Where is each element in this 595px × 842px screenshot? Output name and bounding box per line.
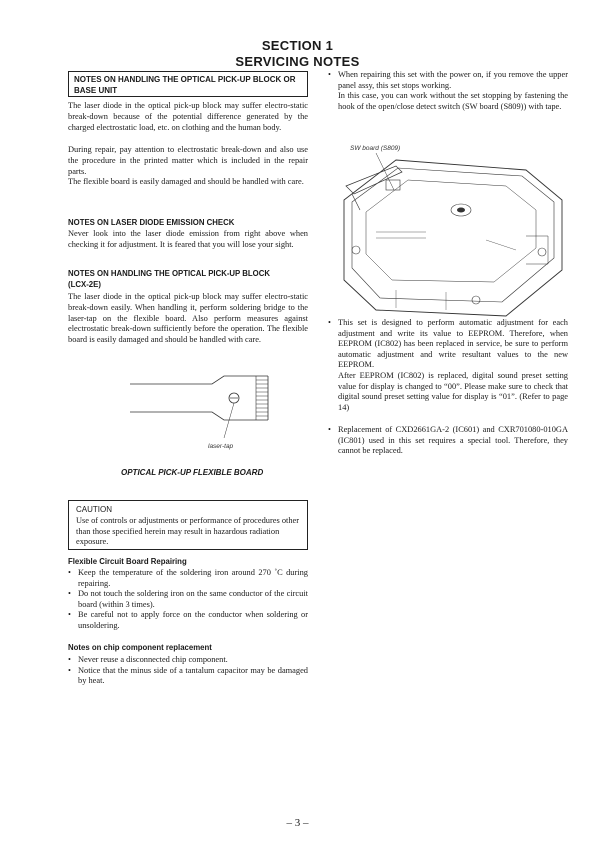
list-item: • Notice that the minus side of a tantalum capacitor may be damaged by heat. [68, 666, 308, 687]
list-item [328, 70, 568, 112]
chip-replacement-list [68, 655, 308, 687]
caution-title: CAUTION [76, 505, 112, 514]
caution-box [68, 500, 308, 550]
eeprom-note [328, 318, 568, 413]
flexible-board-diagram [120, 372, 280, 462]
laser-tap-label: laser-tap [208, 443, 234, 450]
optical-pickup-notes-title-box: NOTES ON HANDLING THE OPTICAL PICK-UP BLOCK OR BASE UNIT [68, 71, 308, 97]
lcx-heading-line2: (LCX-2E) [68, 280, 101, 289]
eeprom-note-b: After EEPROM (IC802) is replaced, digital sound preset setting value for display is changed to “00”. Please make sure to check that digital sound preset setting value for display is “01”. (Refer to page 14) [338, 370, 568, 412]
flexible-board-caption: OPTICAL PICK-UP FLEXIBLE BOARD [121, 468, 264, 477]
special-tool-note [328, 425, 568, 457]
optical-pickup-intro-p3: The flexible board is easily damaged and should be handled with care. [68, 177, 304, 186]
flex-repair-heading: Flexible Circuit Board Repairing [68, 557, 187, 566]
emission-check-heading: NOTES ON LASER DIODE EMISSION CHECK [68, 218, 235, 227]
list-item: • Keep the temperature of the soldering iron around 270 ˚C during repairing. [68, 568, 308, 589]
sw-board-diagram [336, 140, 566, 320]
sw-board-label: SW board (S809) [350, 145, 401, 152]
list-item: • Replacement of CXD2661GA-2 (IC601) and CXR701080-010GA (IC801) used in this set requires a special tool. Therefore, they cannot be replaced. [328, 425, 568, 457]
optical-pickup-intro-p2: During repair, pay attention to electrostatic break-down and also use the procedure in the printed matter which is included in the repair parts. [68, 145, 308, 176]
list-item: • Do not touch the soldering iron on the same conductor of the circuit board (within 3 times). [68, 589, 308, 610]
chip-replacement-heading: Notes on chip component replacement [68, 643, 212, 652]
power-on-note-a: When repairing this set with the power on, if you remove the upper panel assy, this set stops working. [338, 70, 568, 90]
eeprom-note-a: This set is designed to perform automatic adjustment for each adjustment and write its value to EEPROM. Therefore, when EEPROM (IC802) has been replaced in service, be sure to perform automatic adjustment and write resultant values to the new EEPROM. [338, 318, 568, 370]
optical-pickup-intro-p1: The laser diode in the optical pick-up block may suffer electro-static break-down because of the potential difference generated by the charged electrostatic load, etc. on clothing and the human body. [68, 101, 308, 132]
lcx-text: The laser diode in the optical pick-up block may suffer electro-static break-down easily. When handling it, perform soldering bridge to the laser-tap on the flexible board. Also perform measures against electrostatic break-down sufficiently before the operation. The flexible board is easily damaged and should be handled with care. [68, 292, 308, 345]
list-item: • Never reuse a disconnected chip component. [68, 655, 308, 666]
caution-text: Use of controls or adjustments or performance of procedures other than those specified herein may result in hazardous radiation exposure. [76, 516, 300, 547]
lcx-heading-line1: NOTES ON HANDLING THE OPTICAL PICK-UP BLOCK [68, 269, 271, 278]
section-subtitle: SERVICING NOTES [235, 54, 360, 69]
power-on-note-b: In this case, you can work without the set stopping by fastening the hook of the open/close detect switch (SW board (S809)) with tape. [338, 91, 568, 111]
emission-check-text: Never look into the laser diode emission from right above when checking it for adjustment. It is feared that you will lose your sight. [68, 229, 308, 249]
page-number: – 3 – [286, 817, 309, 829]
list-item [328, 318, 568, 413]
power-on-note [328, 70, 568, 112]
list-item: • Be careful not to apply force on the conductor when soldering or unsoldering. [68, 610, 308, 631]
section-title: SECTION 1 [261, 38, 334, 53]
flex-repair-list [68, 568, 308, 632]
